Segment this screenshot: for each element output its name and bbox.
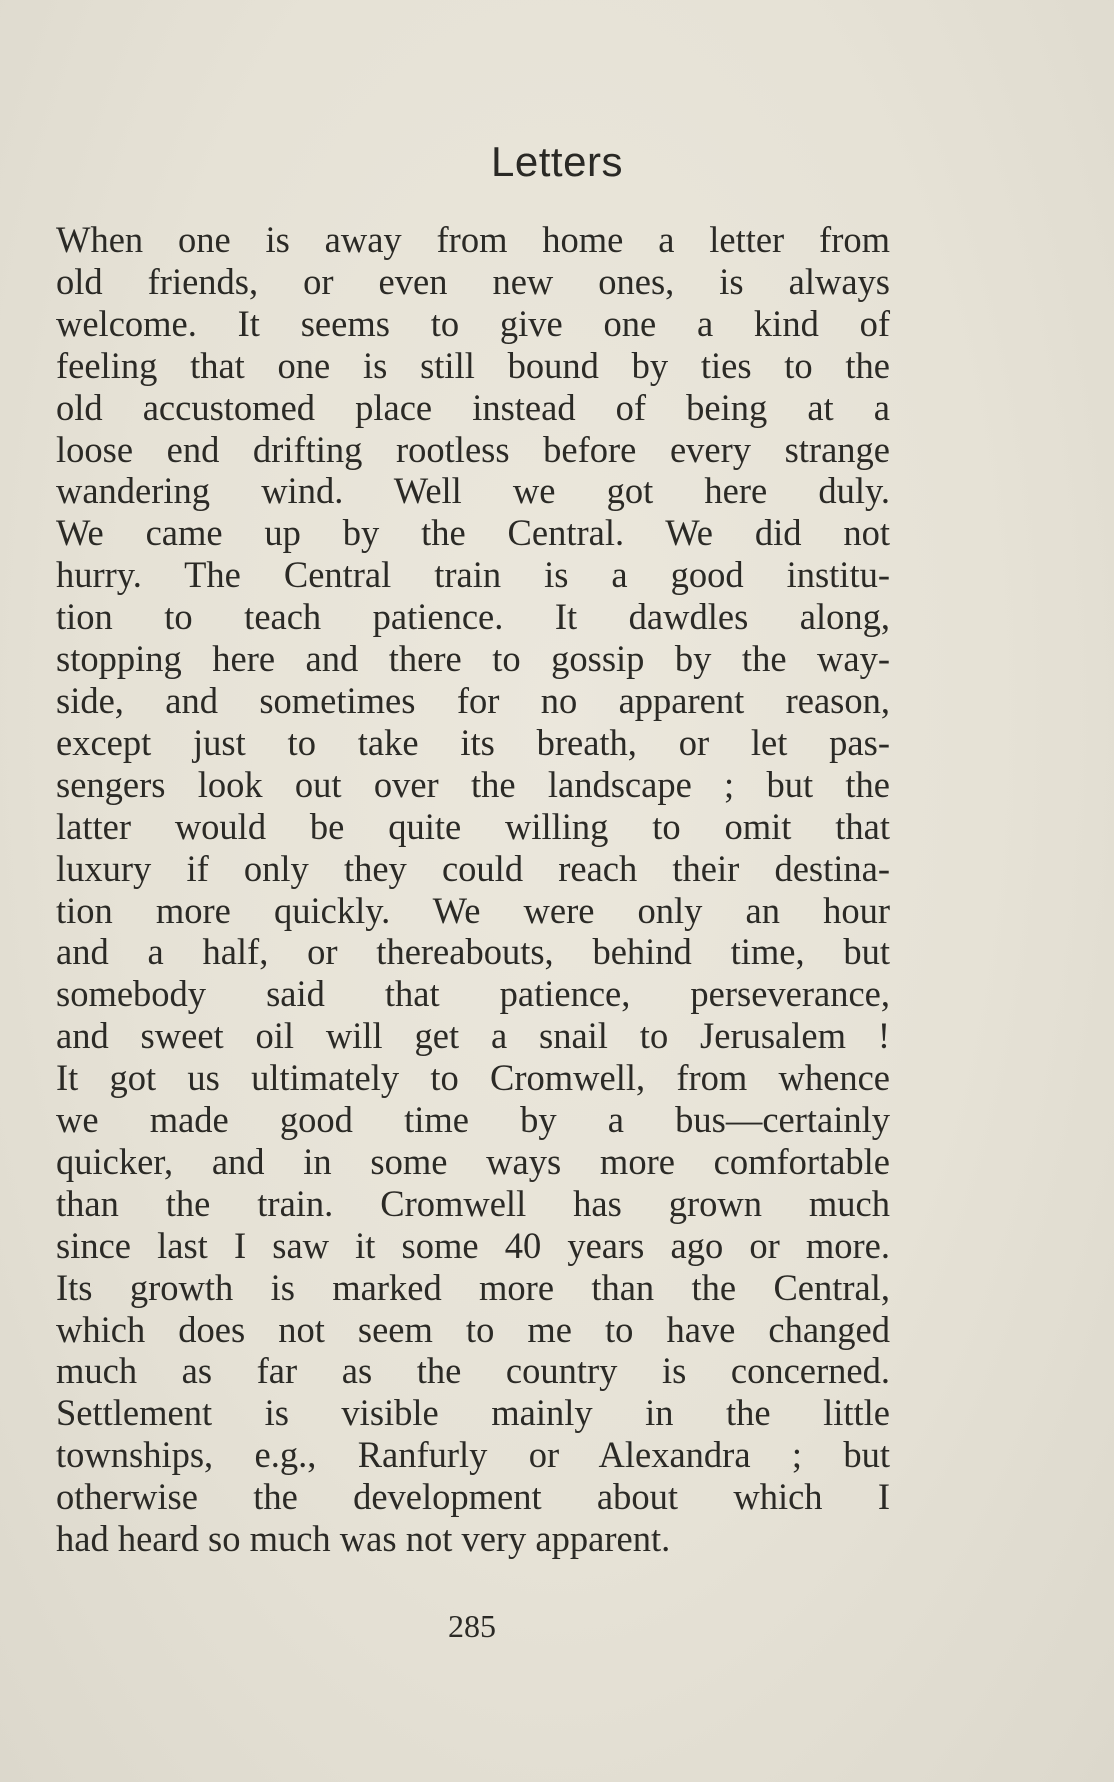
text-line: and sweet oil will get a snail to Jerusalem !: [56, 1015, 890, 1057]
text-line: hurry. The Central train is a good institu-: [56, 554, 890, 596]
text-line: which does not seem to me to have changed: [56, 1308, 890, 1350]
text-line: Its growth is marked more than the Central,: [56, 1266, 890, 1308]
text-line: welcome. It seems to give one a kind of: [56, 302, 890, 344]
text-line: sengers look out over the landscape ; but the: [56, 763, 890, 805]
text-line: otherwise the development about which I: [56, 1476, 890, 1518]
text-line: except just to take its breath, or let pas-: [56, 721, 890, 763]
text-line: luxury if only they could reach their destina-: [56, 847, 890, 889]
text-line: than the train. Cromwell has grown much: [56, 1182, 890, 1224]
text-line: wandering wind. Well we got here duly.: [56, 470, 890, 512]
text-line: stopping here and there to gossip by the way-: [56, 638, 890, 680]
text-line: side, and sometimes for no apparent reason,: [56, 679, 890, 721]
text-line: tion more quickly. We were only an hour: [56, 889, 890, 931]
body-text: [56, 219, 890, 1560]
page-number: 285: [448, 1608, 496, 1644]
text-line: loose end drifting rootless before every strange: [56, 428, 890, 470]
text-line: Settlement is visible mainly in the little: [56, 1392, 890, 1434]
text-line: townships, e.g., Ranfurly or Alexandra ; but: [56, 1434, 890, 1476]
text-line: We came up by the Central. We did not: [56, 512, 890, 554]
text-line: much as far as the country is concerned.: [56, 1350, 890, 1392]
text-line: we made good time by a bus—certainly: [56, 1099, 890, 1141]
text-line: and a half, or thereabouts, behind time, but: [56, 931, 890, 973]
page-title: Letters: [491, 138, 623, 185]
text-line: tion to teach patience. It dawdles along,: [56, 596, 890, 638]
text-line: somebody said that patience, perseverance,: [56, 973, 890, 1015]
text-line: since last I saw it some 40 years ago or more.: [56, 1224, 890, 1266]
text-line-last: had heard so much was not very apparent.: [56, 1518, 671, 1560]
text-line: quicker, and in some ways more comfortable: [56, 1140, 890, 1182]
text-line: feeling that one is still bound by ties to the: [56, 344, 890, 386]
text-line: old friends, or even new ones, is always: [56, 260, 890, 302]
text-line: It got us ultimately to Cromwell, from whence: [56, 1057, 890, 1099]
text-line: old accustomed place instead of being at a: [56, 386, 890, 428]
text-line: When one is away from home a letter from: [56, 219, 890, 260]
text-line: latter would be quite willing to omit that: [56, 805, 890, 847]
